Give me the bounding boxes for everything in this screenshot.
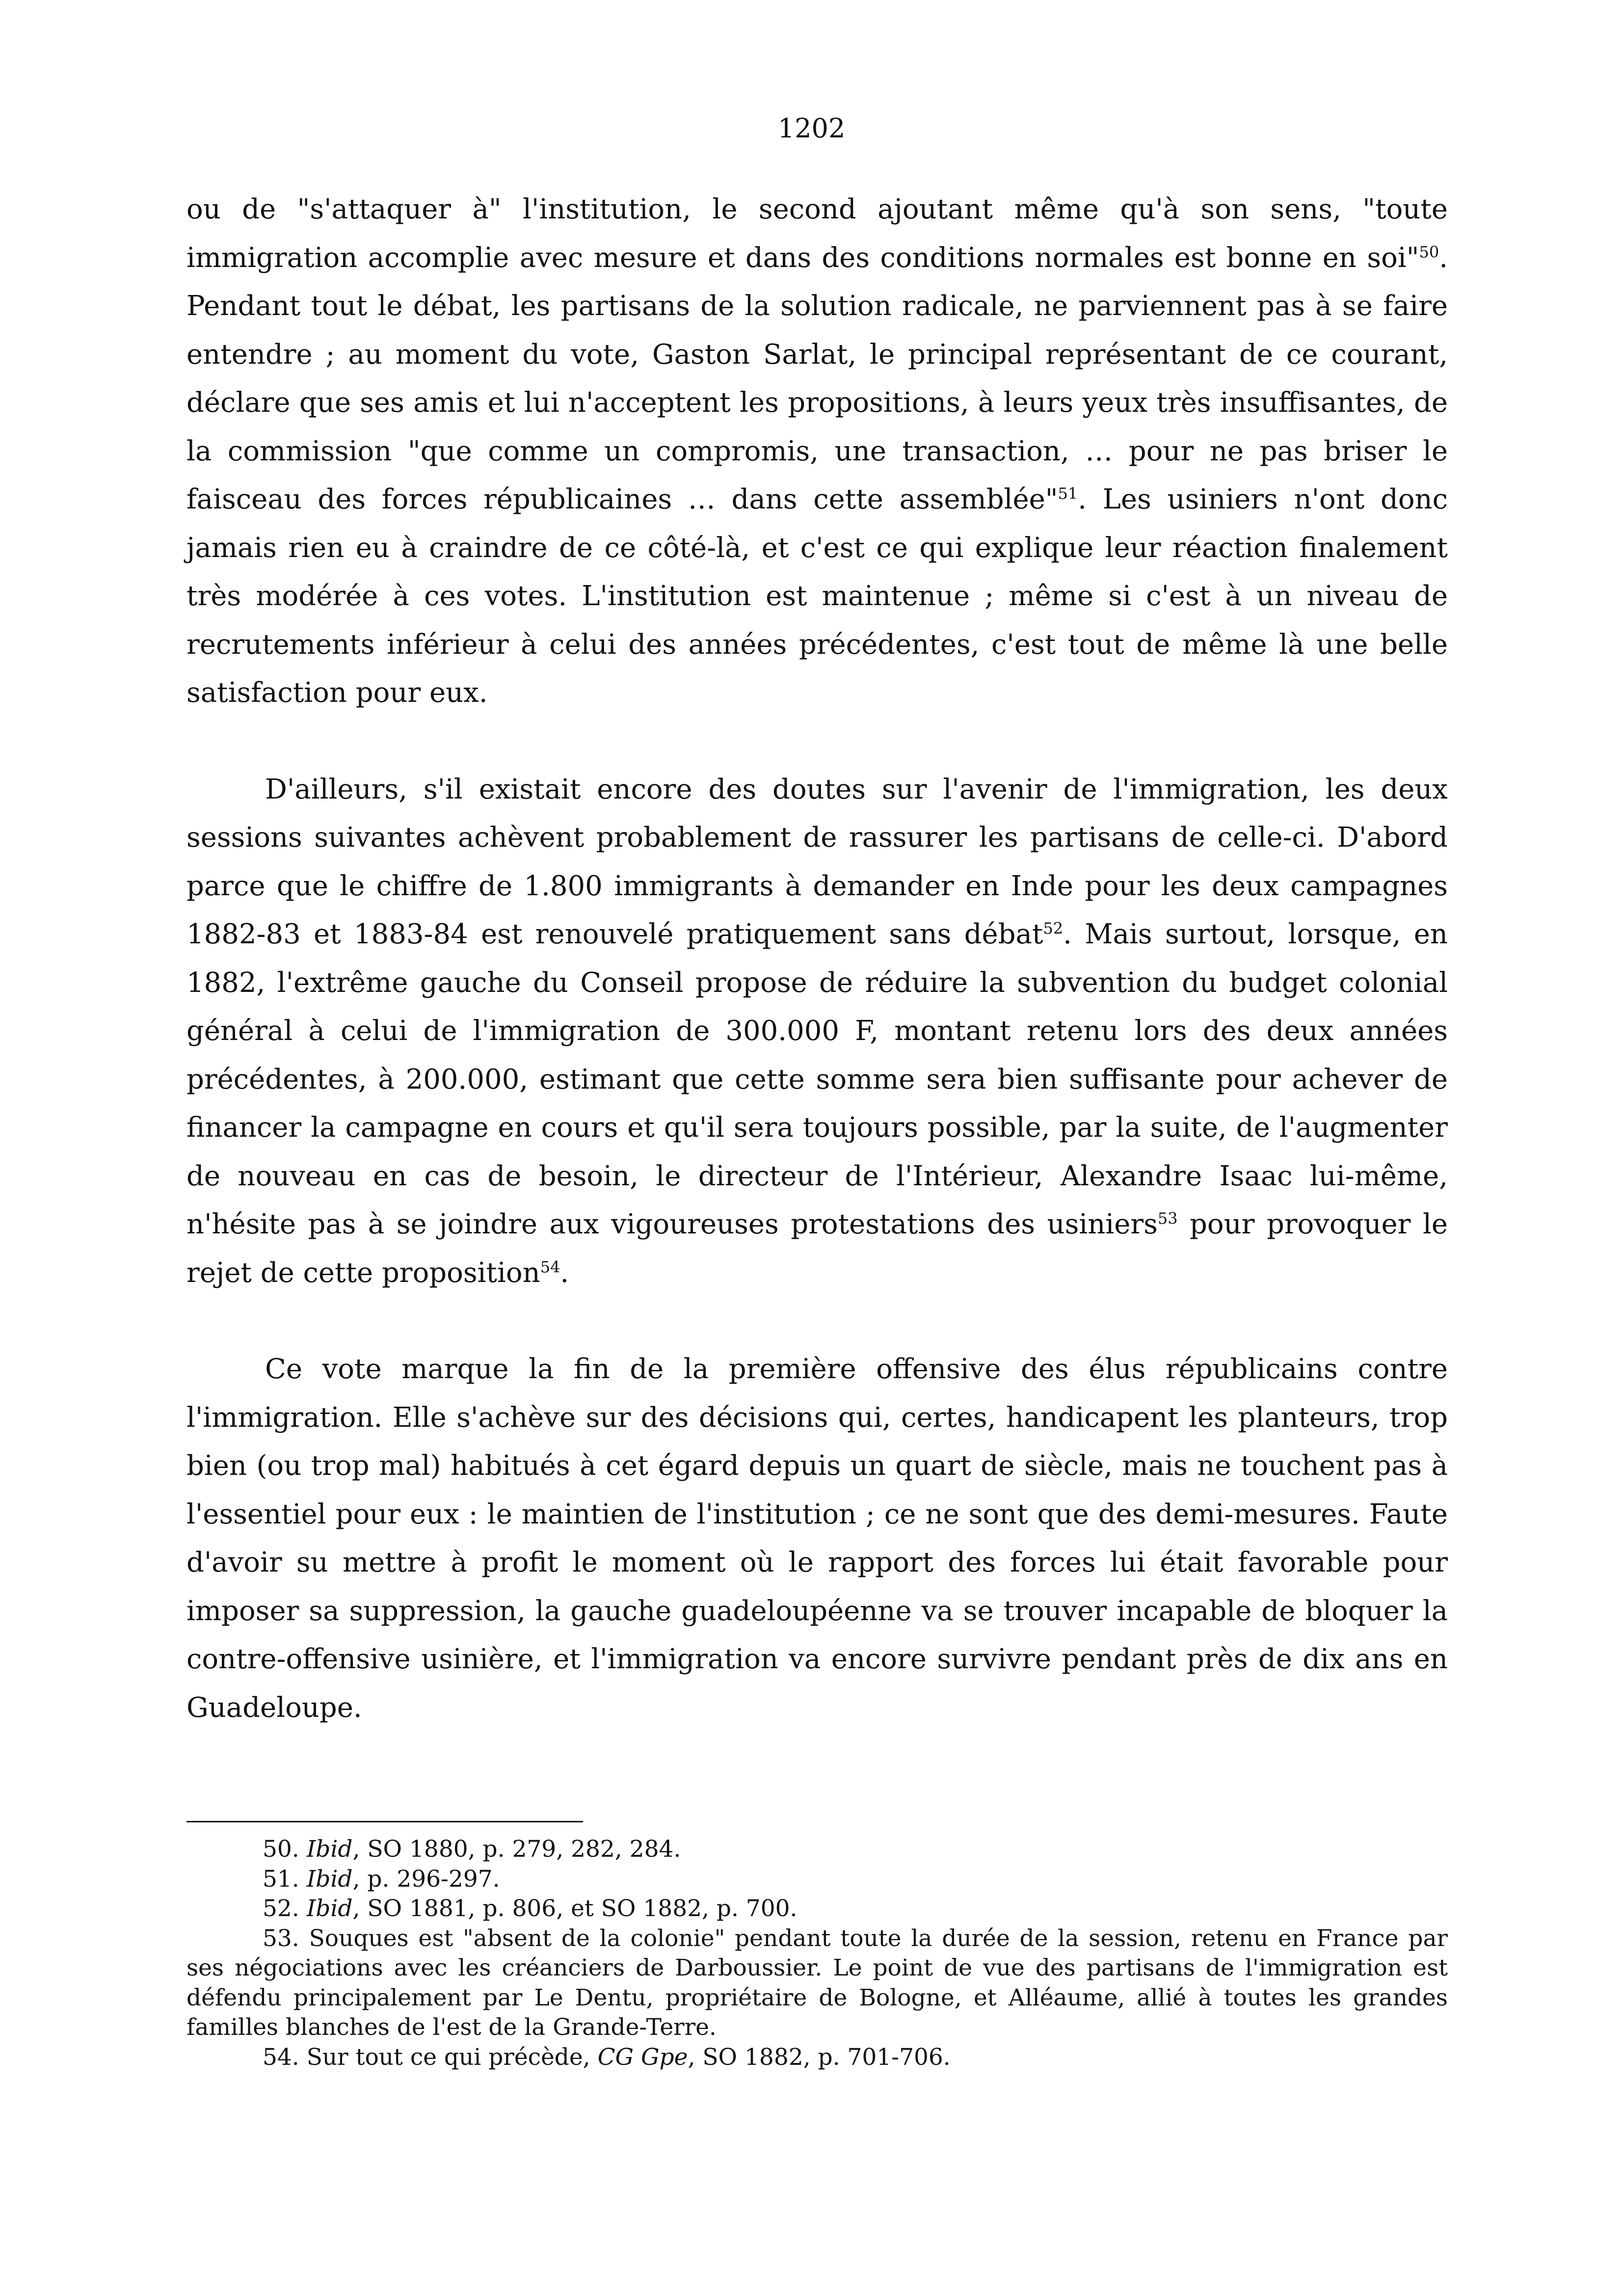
- footnote-51: [186, 1865, 1448, 1895]
- footnote-ref-52[interactable]: 52: [1043, 919, 1064, 938]
- footnotes: [186, 1835, 1448, 2072]
- footnote-text: Souques est "absent de la colonie" pendant toute la durée de la session, retenu en France par ses négociations avec les créanciers de Darboussier. Le point de vue des partisans de l'immigration est défendu principalement par Le Dentu, propriétaire de Bologne, et Alléaume, allié à toutes les grandes familles blanches de l'est de la Grande-Terre.: [186, 1924, 1448, 2041]
- footnote-number: 54.: [263, 2043, 299, 2071]
- footnote-detail: , p. 296-297.: [352, 1865, 500, 1893]
- page-number: 1202: [777, 113, 846, 144]
- paragraph-2-text-a: D'ailleurs, s'il existait encore des doutes sur l'avenir de l'immigration, les deux sessions suivantes achèvent probablement de rassurer les partisans de celle-ci. D'abord parce que le chiffre de 1.800 immigrants à demander en Inde pour les deux campagnes 1882-83 et 1883-84 est renouvelé pratiquement sans débat: [186, 773, 1448, 950]
- footnote-ref-51[interactable]: 51: [1058, 484, 1078, 503]
- footnote-source: Ibid: [306, 1865, 353, 1893]
- footnote-detail: , SO 1882, p. 701-706.: [688, 2043, 951, 2071]
- footnote-ref-50[interactable]: 50: [1419, 242, 1439, 261]
- footnote-number: 52.: [263, 1895, 299, 1922]
- footnote-ref-54[interactable]: 54: [540, 1257, 560, 1276]
- footnote-52: [186, 1894, 1448, 1924]
- footnote-54: [186, 2043, 1448, 2073]
- paragraph-2-text-d: .: [560, 1256, 569, 1289]
- footnote-detail: , SO 1880, p. 279, 282, 284.: [352, 1836, 681, 1863]
- paragraph-2: [186, 766, 1448, 1298]
- paragraph-1-text-b: . Pendant tout le débat, les partisans de la solution radicale, ne parviennent pas à se faire entendre ; au moment du vote, Gaston Sarlat, le principal représentant de ce courant, déclare que ses amis et lui n'acceptent les propositions, à leurs yeux très insuffisantes, de la commission "que comme un compromis, une transaction, … pour ne pas briser le faisceau des forces républicaines … dans cette assemblée": [186, 241, 1448, 515]
- footnote-number: 51.: [263, 1865, 299, 1893]
- footnote-source: CG Gpe: [597, 2043, 688, 2071]
- footnote-prefix: Sur tout ce qui précède,: [306, 2043, 598, 2071]
- footnote-source: Ibid: [306, 1836, 353, 1863]
- footnote-detail: , SO 1881, p. 806, et SO 1882, p. 700.: [352, 1895, 798, 1922]
- paragraph-2-text-b: . Mais surtout, lorsque, en 1882, l'extrême gauche du Conseil propose de réduire la subvention du budget colonial général à celui de l'immigration de 300.000 F, montant retenu lors des deux années précédentes, à 200.000, estimant que cette somme sera bien suffisante pour achever de financer la campagne en cours et qu'il sera toujours possible, par la suite, de l'augmenter de nouveau en cas de besoin, le directeur de l'Intérieur, Alexandre Isaac lui-même, n'hésite pas à se joindre aux vigoureuses protestations des usiniers: [186, 918, 1448, 1240]
- body-text: [186, 186, 1448, 1732]
- footnote-ref-53[interactable]: 53: [1157, 1209, 1178, 1228]
- footnote-number: 53.: [263, 1924, 299, 1952]
- footnote-number: 50.: [263, 1836, 299, 1863]
- paragraph-1: [186, 186, 1448, 718]
- paragraph-2-text-c: pour provoquer le rejet de cette proposition: [186, 1208, 1448, 1289]
- paragraph-3: [186, 1345, 1448, 1732]
- footnote-50: [186, 1835, 1448, 1865]
- footnote-53: [186, 1924, 1448, 2043]
- paragraph-3-text: Ce vote marque la fin de la première offensive des élus républicains contre l'immigration. Elle s'achève sur des décisions qui, certes, handicapent les planteurs, trop bien (ou trop mal) habitués à cet égard depuis un quart de siècle, mais ne touchent pas à l'essentiel pour eux : le maintien de l'institution ; ce ne sont que des demi-mesures. Faute d'avoir su mettre à profit le moment où le rapport des forces lui était favorable pour imposer sa suppression, la gauche guadeloupéenne va se trouver incapable de bloquer la contre-offensive usinière, et l'immigration va encore survivre pendant près de dix ans en Guadeloupe.: [186, 1353, 1448, 1724]
- footnote-separator: [186, 1821, 583, 1822]
- paragraph-1-text-c: . Les usiniers n'ont donc jamais rien eu à craindre de ce côté-là, et c'est ce qui explique leur réaction finalement très modérée à ces votes. L'institution est maintenue ; même si c'est à un niveau de recrutements inférieur à celui des années précédentes, c'est tout de même là une belle satisfaction pour eux.: [186, 483, 1448, 709]
- paragraph-1-text-a: ou de "s'attaquer à" l'institution, le second ajoutant même qu'à son sens, "toute immigration accomplie avec mesure et dans des conditions normales est bonne en soi": [186, 193, 1448, 274]
- footnote-source: Ibid: [306, 1895, 353, 1922]
